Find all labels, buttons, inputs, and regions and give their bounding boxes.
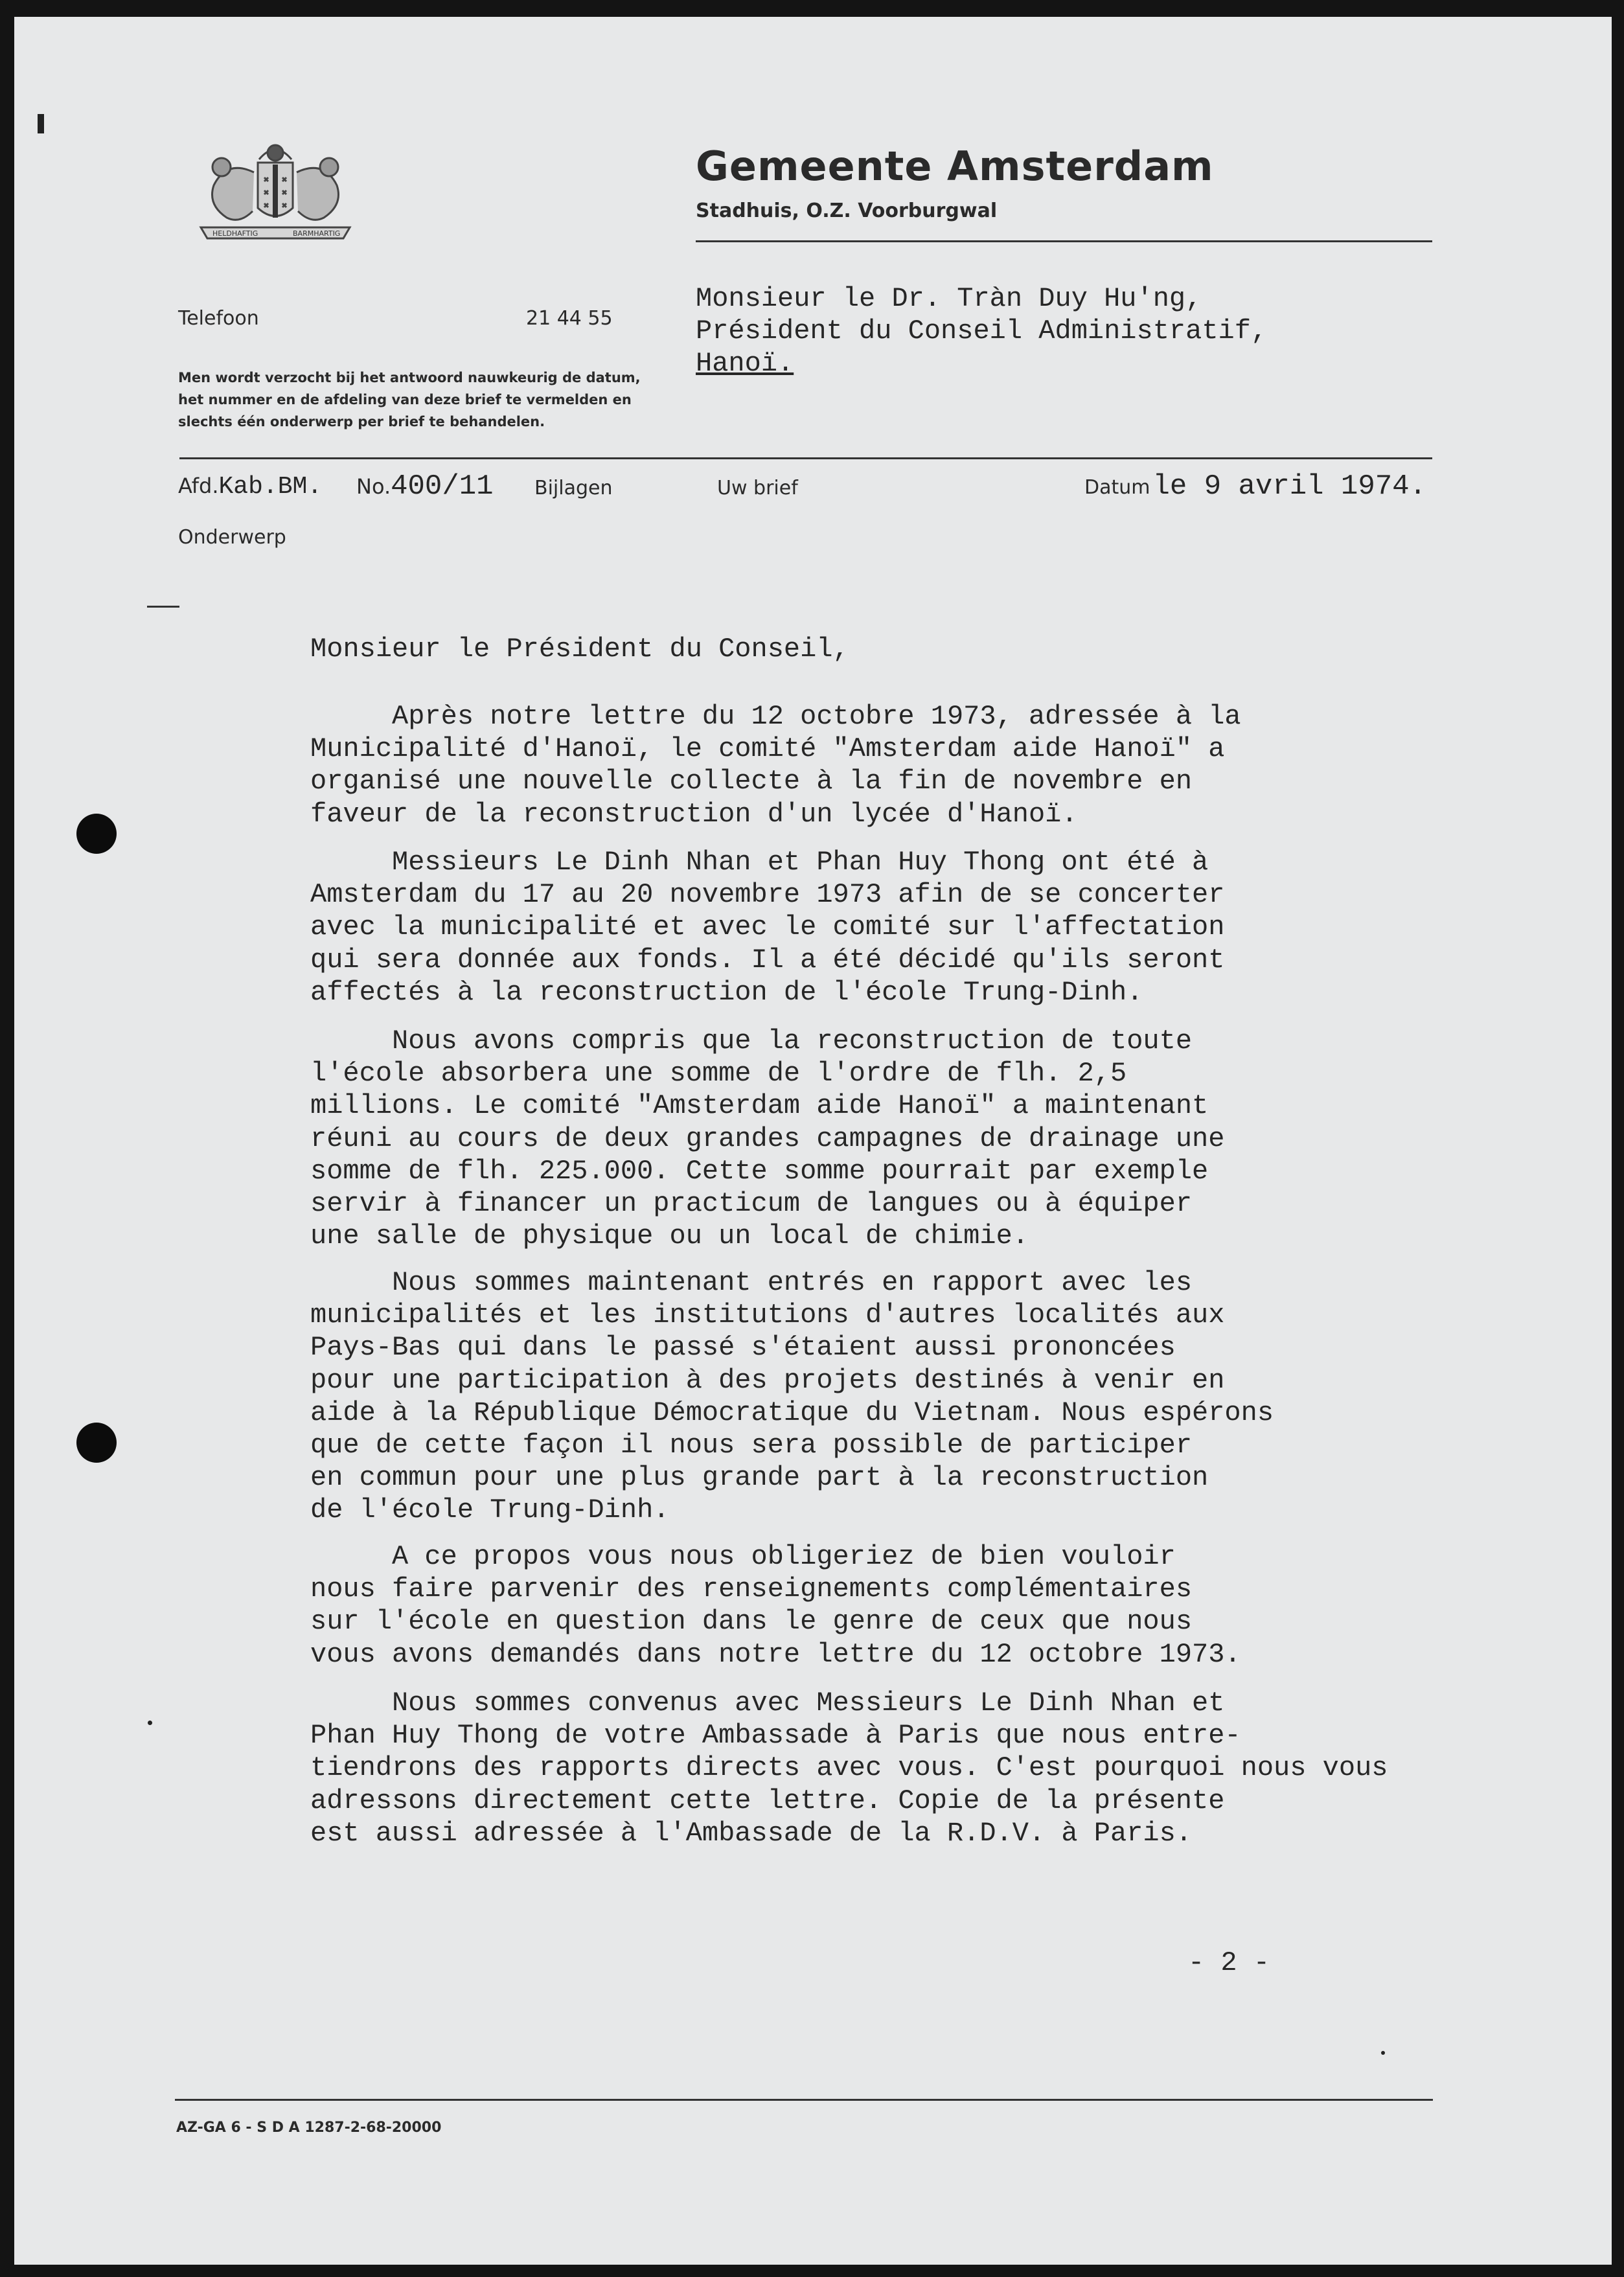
- reference-afd: Afd.Kab.BM.: [178, 473, 323, 501]
- reply-notice-line: het nummer en de afdeling van deze brief te vermelden en: [178, 392, 632, 407]
- body-paragraph: Nous avons compris que la reconstruction de toute l'école absorbera une somme de l'ordre de flh. 2,5 millions. Le comité "Amsterdam aide Hanoï" a maintenant réuni au cours de deux grandes campagnes de drainage une somme de flh. 225.000. Cette somme pourrait par exemple servir à financer un practicum de langues ou à équiper une salle de physique ou un local de chimie.: [310, 1025, 1225, 1252]
- letter-page: [14, 17, 1612, 2265]
- body-paragraph: Après notre lettre du 12 octobre 1973, adressée à la Municipalité d'Hanoï, le comité "Amsterdam aide Hanoï" a organisé une nouvelle collecte à la fin de novembre en faveur de la reconstruction d'un lycée d'Hanoï.: [310, 701, 1241, 830]
- recipient-line: Monsieur le Dr. Tràn Duy Hu'ng,: [696, 283, 1202, 314]
- punch-hole: [76, 814, 117, 854]
- body-paragraph: Nous sommes convenus avec Messieurs Le Dinh Nhan et Phan Huy Thong de votre Ambassade à Paris que nous entre- tiendrons des rapports directs avec vous. C'est pourquoi nous vous adressons directement cette lettre. Copie de la présente est aussi adressée à l'Ambassade de la R.D.V. à Paris.: [310, 1688, 1388, 1849]
- salutation: Monsieur le Président du Conseil,: [310, 634, 849, 665]
- subject-label: Onderwerp: [178, 526, 286, 549]
- speck: [148, 1721, 152, 1725]
- reference-number: No.400/11: [356, 470, 494, 503]
- reply-notice-line: slechts één onderwerp per brief te behandelen.: [178, 414, 545, 429]
- org-name: Gemeente Amsterdam: [696, 143, 1214, 190]
- speck: [1381, 2051, 1385, 2055]
- crest-motto-left: HELDHAFTIG: [212, 229, 258, 238]
- form-code: AZ-GA 6 - S D A 1287-2-68-20000: [176, 2120, 442, 2136]
- org-address: Stadhuis, O.Z. Voorburgwal: [696, 200, 998, 222]
- crest-motto-right: BARMHARTIG: [293, 229, 341, 238]
- phone-label: Telefoon: [178, 307, 259, 330]
- phone-number: 21 44 55: [526, 307, 613, 330]
- date-field: Datum le 9 avril 1974.: [1084, 470, 1426, 503]
- punch-hole: [76, 1423, 117, 1463]
- page-marker: - 2 -: [1188, 1947, 1270, 1978]
- recipient-line: Président du Conseil Administratif,: [696, 315, 1268, 347]
- recipient-address: [696, 282, 1267, 380]
- fold-mark: [147, 606, 179, 608]
- reply-notice: [178, 367, 641, 433]
- reply-notice-line: Men wordt verzocht bij het antwoord nauwkeurig de datum,: [178, 370, 641, 385]
- recipient-line: Hanoï.: [696, 348, 794, 379]
- header-rule: [696, 240, 1432, 242]
- speck: [38, 114, 44, 133]
- reference-rule: [179, 457, 1432, 459]
- body-paragraph: Nous sommes maintenant entrés en rapport avec les municipalités et les institutions d'autres localités aux Pays-Bas qui dans le passé s'étaient aussi prononcées pour une participation à des projets destinés à venir en aide à la République Démocratique du Vietnam. Nous espérons que de cette façon il nous sera possible de participer en commun pour une plus grande part à la reconstruction de l'école Trung-Dinh.: [310, 1267, 1274, 1526]
- amsterdam-crest-icon: [181, 133, 369, 257]
- body-paragraph: A ce propos vous nous obligeriez de bien vouloir nous faire parvenir des renseignements complémentaires sur l'école en question dans le genre de ceux que nous vous avons demandés dans notre lettre du 12 octobre 1973.: [310, 1541, 1241, 1670]
- body-paragraph: Messieurs Le Dinh Nhan et Phan Huy Thong ont été à Amsterdam du 17 au 20 novembre 1973 afin de se concerter avec la municipalité et avec le comité sur l'affectation qui sera donnée aux fonds. Il a été décidé qu'ils seront affectés à la reconstruction de l'école Trung-Dinh.: [310, 847, 1225, 1008]
- footer-rule: [175, 2099, 1433, 2101]
- your-letter-label: Uw brief: [717, 477, 798, 499]
- attachments-label: Bijlagen: [534, 477, 613, 499]
